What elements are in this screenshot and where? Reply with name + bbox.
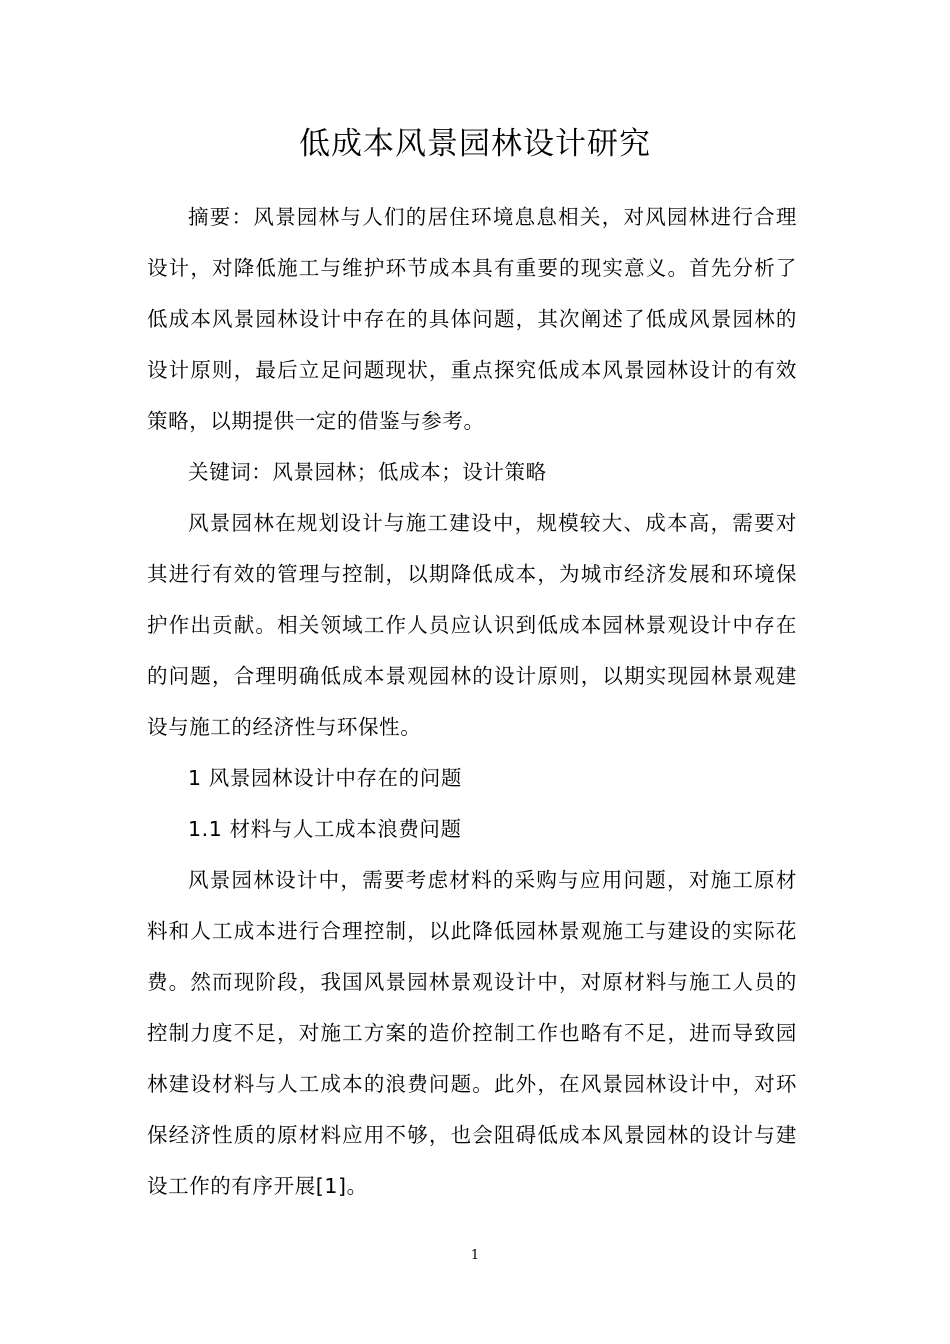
body-paragraph: 风景园林设计中，需要考虑材料的采购与应用问题，对施工原材料和人工成本进行合理控制，以此降低园林景观施工与建设的实际花费。然而现阶段，我国风景园林景观设计中，对原材料与施工人员的控制力度不足，对施工方案的造价控制工作也略有不足，进而导致园林建设材料与人工成本的浪费问题。此外，在风景园林设计中，对环保经济性质的原材料应用不够，也会阻碍低成本风景园林的设计与建设工作的有序开展[1]。	[147, 868, 797, 1198]
section-heading-1: 1 风景园林设计中存在的问题	[188, 766, 462, 790]
keywords-paragraph: 关键词：风景园林；低成本；设计策略	[188, 460, 547, 484]
document-body	[147, 192, 797, 1212]
page-number: 1	[470, 1248, 480, 1263]
intro-paragraph: 风景园林在规划设计与施工建设中，规模较大、成本高，需要对其进行有效的管理与控制，以期降低成本，为城市经济发展和环境保护作出贡献。相关领域工作人员应认识到低成本园林景观设计中存在的问题，合理明确低成本景观园林的设计原则，以期实现园林景观建设与施工的经济性与环保性。	[147, 511, 797, 739]
document-title: 低成本风景园林设计研究	[299, 126, 651, 162]
abstract-paragraph: 摘要：风景园林与人们的居住环境息息相关，对风园林进行合理设计，对降低施工与维护环节成本具有重要的现实意义。首先分析了低成本风景园林设计中存在的具体问题，其次阐述了低成风景园林的设计原则，最后立足问题现状，重点探究低成本风景园林设计的有效策略，以期提供一定的借鉴与参考。	[147, 205, 797, 433]
subsection-heading-1-1: 1.1 材料与人工成本浪费问题	[188, 817, 462, 841]
